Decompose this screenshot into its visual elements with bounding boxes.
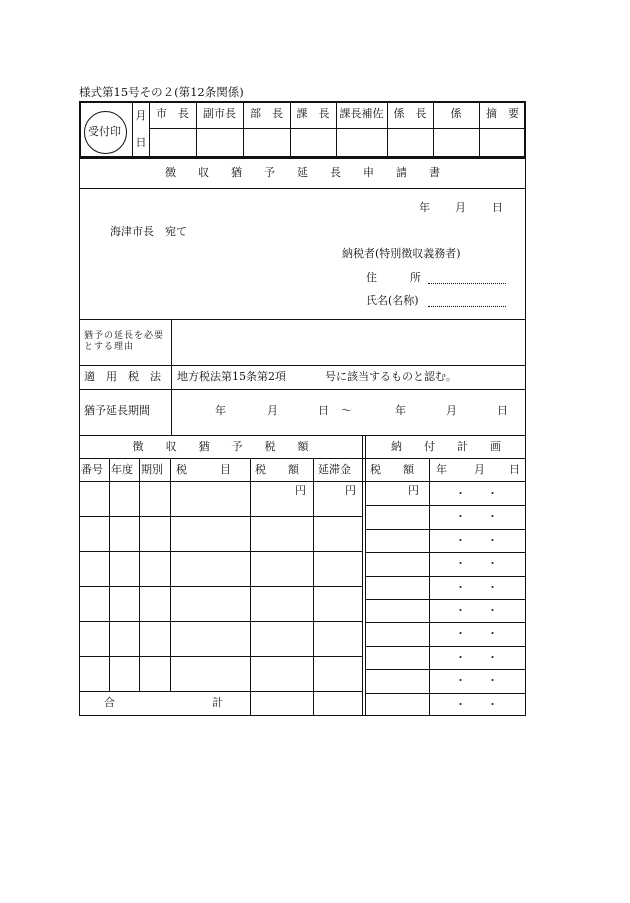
applicable-law-text: 地方税法第15条第2項: [177, 370, 286, 383]
approval-stamp-cell[interactable]: [244, 129, 290, 156]
address-label: 住 所: [366, 271, 421, 284]
period-to-day: 日: [497, 404, 508, 417]
reason-field[interactable]: [172, 320, 525, 365]
plan-date-dot: ・: [455, 487, 466, 500]
name-label: 氏名(名称): [366, 294, 419, 307]
day-label: 日: [135, 136, 147, 149]
approval-position-5: 係 長: [393, 107, 427, 120]
col-number: 番号: [81, 463, 103, 476]
approval-stamp-cell[interactable]: [434, 129, 479, 156]
col-plan-year: 年: [436, 463, 447, 476]
col-period: 期別: [141, 463, 163, 476]
plan-date-dot: ・: [487, 557, 498, 570]
col-year: 年度: [111, 463, 133, 476]
plan-amount-unit: 円: [408, 484, 419, 497]
plan-date-dot: ・: [455, 604, 466, 617]
payment-plan-heading: 納 付 計 画: [391, 440, 501, 453]
addressee: 海津市長 宛て: [110, 225, 187, 238]
reason-label: 猶予の延長を必要とする理由: [84, 331, 165, 352]
document-heading: 徴 収 猶 予 延 長 申 請 書: [165, 166, 440, 179]
plan-date-dot: ・: [455, 698, 466, 711]
month-label: 月: [135, 109, 147, 122]
stamp-label: 受付印: [88, 125, 121, 138]
plan-date-dot: ・: [455, 534, 466, 547]
period-from-day: 日: [318, 404, 329, 417]
taxpayer-label: 納税者(特別徴収義務者): [342, 247, 461, 260]
period-tilde: ～: [341, 404, 352, 417]
period-label: 猶予延長期間: [84, 404, 150, 417]
approval-stamp-cell[interactable]: [291, 129, 336, 156]
date-day-label: 日: [492, 201, 503, 214]
plan-date-dot: ・: [455, 674, 466, 687]
plan-date-dot: ・: [487, 510, 498, 523]
plan-date-dot: ・: [487, 534, 498, 547]
plan-date-dot: ・: [455, 510, 466, 523]
col-tax-amount: 税 額: [255, 463, 299, 476]
approval-position-2: 部 長: [250, 107, 283, 120]
plan-date-dot: ・: [455, 627, 466, 640]
period-from-month: 月: [267, 404, 278, 417]
total-label-left: 合: [104, 696, 115, 709]
approval-position-0: 市 長: [156, 107, 189, 120]
applicable-law-text-after: 号に該当するものと認む。: [325, 370, 457, 383]
plan-date-dot: ・: [487, 604, 498, 617]
plan-date-dot: ・: [455, 651, 466, 664]
form-title: 様式第15号その２(第12条関係): [79, 85, 244, 99]
tax-table-heading: 徴 収 猶 予 税 額: [132, 440, 309, 453]
approval-stamp-cell[interactable]: [150, 129, 196, 156]
period-from-year: 年: [215, 404, 226, 417]
date-month-label: 月: [455, 201, 466, 214]
applicable-law-label: 適 用 税 法: [84, 370, 161, 383]
col-tax-item: 税 目: [176, 463, 231, 476]
approval-position-1: 副市長: [203, 107, 236, 120]
plan-date-dot: ・: [487, 627, 498, 640]
plan-date-dot: ・: [487, 674, 498, 687]
tax-amount-unit: 円: [295, 484, 306, 497]
plan-date-dot: ・: [487, 581, 498, 594]
plan-date-dot: ・: [487, 487, 498, 500]
col-plan-month: 月: [474, 463, 485, 476]
col-plan-amount: 税 額: [370, 463, 414, 476]
approval-position-3: 課 長: [296, 107, 330, 120]
approval-stamp-cell[interactable]: [480, 129, 526, 156]
plan-date-dot: ・: [487, 698, 498, 711]
total-label-right: 計: [212, 696, 223, 709]
date-year-label: 年: [419, 201, 430, 214]
plan-date-dot: ・: [455, 557, 466, 570]
col-plan-day: 日: [509, 463, 520, 476]
approval-stamp-cell[interactable]: [337, 129, 387, 156]
approval-position-6: 係: [450, 107, 462, 120]
period-to-year: 年: [395, 404, 406, 417]
plan-date-dot: ・: [455, 581, 466, 594]
name-field[interactable]: [428, 306, 506, 307]
approval-position-7: 摘 要: [486, 107, 519, 120]
address-field[interactable]: [428, 283, 506, 284]
col-delinquency: 延滞金: [318, 463, 351, 476]
delinquency-unit: 円: [345, 484, 356, 497]
approval-stamp-cell[interactable]: [388, 129, 433, 156]
plan-date-dot: ・: [487, 651, 498, 664]
approval-position-4: 課長補佐: [339, 107, 384, 120]
period-to-month: 月: [446, 404, 457, 417]
approval-stamp-cell[interactable]: [197, 129, 243, 156]
